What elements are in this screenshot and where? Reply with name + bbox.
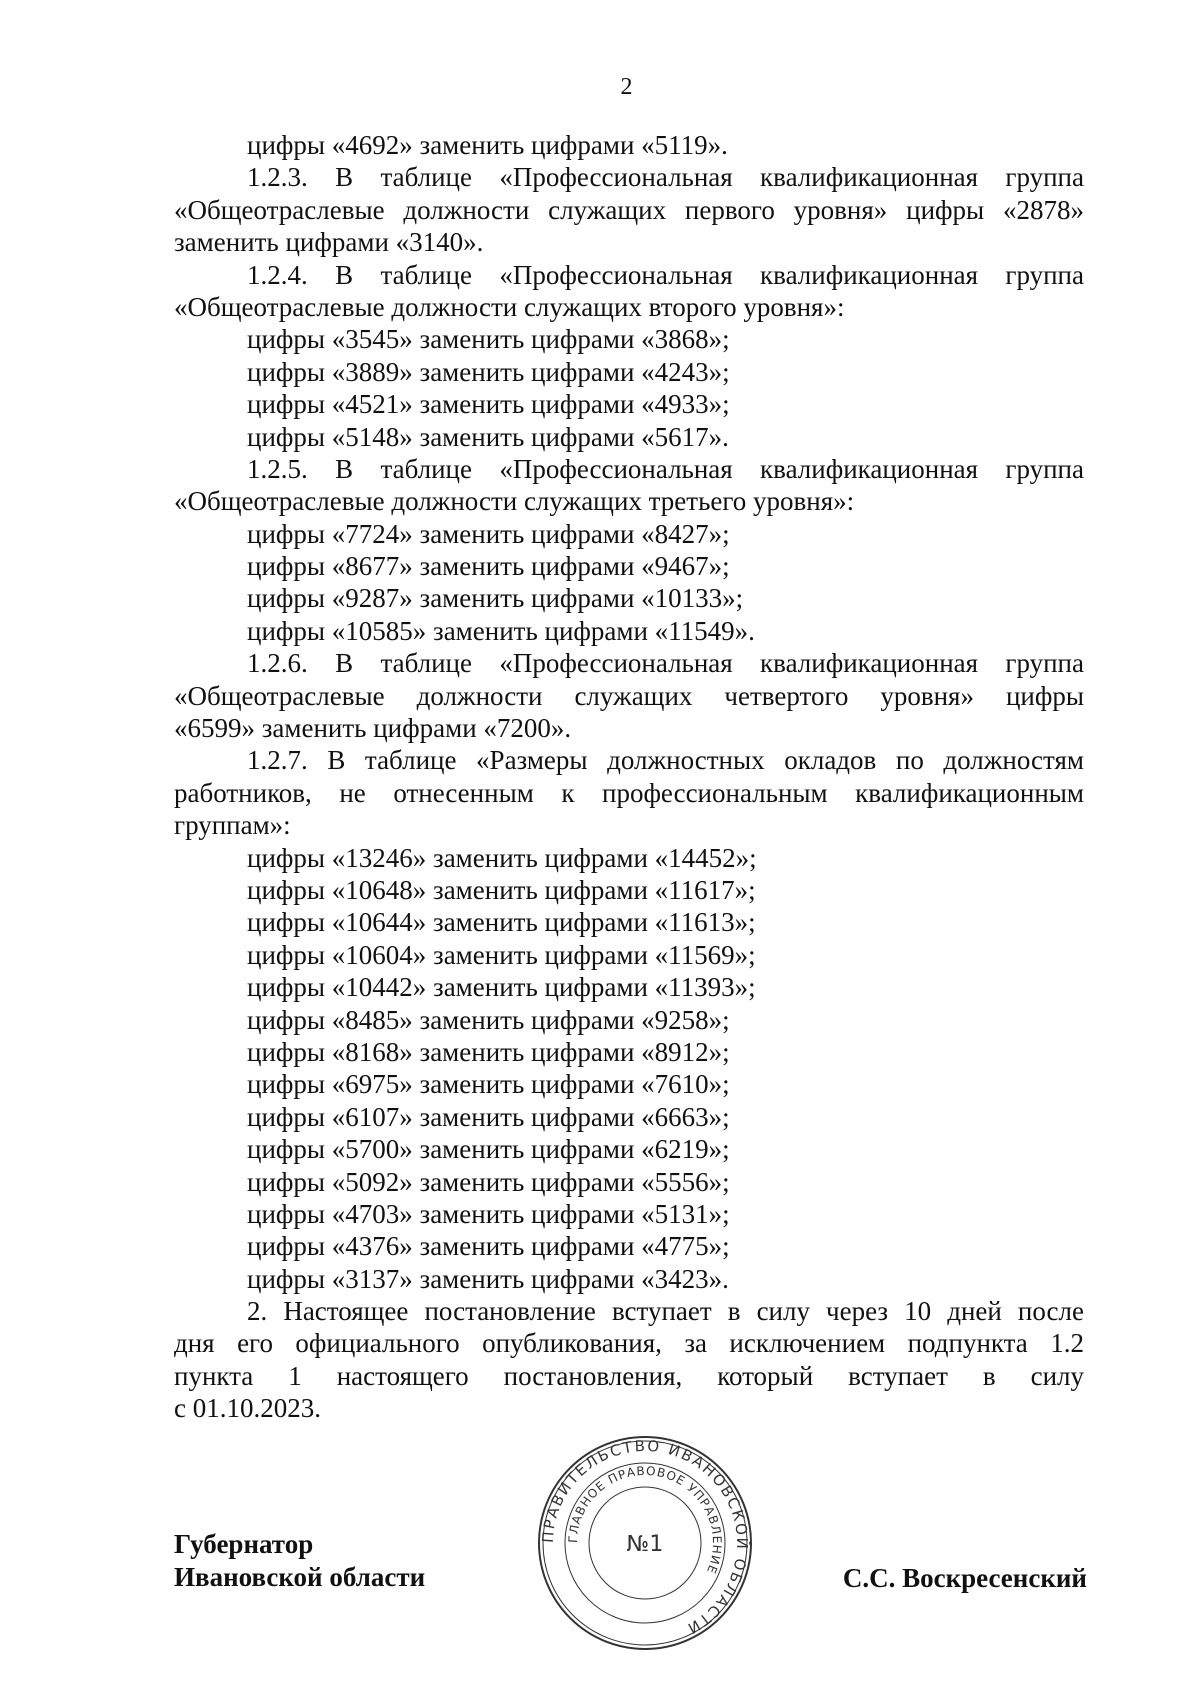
signatory-title — [174, 1528, 425, 1594]
paragraph-2-line-1: 2. Настоящее постановление вступает в силу через 10 дней после — [247, 1296, 1084, 1327]
replacement-line: цифры «4376» заменить цифрами «4775»; — [247, 1231, 730, 1262]
stamp-outer-text: ПРАВИТЕЛЬСТВО ИВАНОВСКОЙ ОБЛАСТИ — [538, 1436, 752, 1639]
replacement-line: цифры «3889» заменить цифрами «4243»; — [247, 356, 730, 387]
replacement-line: цифры «10644» заменить цифрами «11613»; — [247, 907, 756, 938]
replacement-line: цифры «5092» заменить цифрами «5556»; — [247, 1166, 730, 1197]
paragraph-1-2-3-line-1: 1.2.3. В таблице «Профессиональная квалификационная группа — [247, 162, 1084, 193]
replacement-line: цифры «10442» заменить цифрами «11393»; — [247, 972, 756, 1003]
paragraph-1-2-6-line-2: «Общеотраслевые должности служащих четвертого уровня» цифры — [174, 680, 1084, 711]
replacement-line: цифры «3137» заменить цифрами «3423». — [247, 1263, 729, 1294]
replacement-line: цифры «9287» заменить цифрами «10133»; — [247, 583, 744, 614]
text-line: цифры «4692» заменить цифрами «5119». — [247, 130, 728, 160]
paragraph-2-line-4: с 01.10.2023. — [174, 1393, 321, 1424]
replacement-line: цифры «8168» заменить цифрами «8912»; — [247, 1036, 730, 1067]
page-number: 2 — [620, 74, 633, 100]
replacement-line: цифры «10648» заменить цифрами «11617»; — [247, 874, 756, 905]
stamp-inner-text: ГЛАВНОЕ ПРАВОВОЕ УПРАВЛЕНИЕ — [565, 1463, 725, 1577]
replacement-line: цифры «5148» заменить цифрами «5617». — [247, 421, 729, 452]
document-body — [174, 129, 1084, 1425]
signatory-name: С.С. Воскресенский — [842, 1563, 1087, 1593]
paragraph-1-2-6-line-3: «6599» заменить цифрами «7200». — [174, 713, 572, 744]
replacement-line: цифры «3545» заменить цифрами «3868»; — [247, 324, 730, 355]
replacement-line: цифры «7724» заменить цифрами «8427»; — [247, 518, 730, 549]
paragraph-1-2-5-line-2: «Общеотраслевые должности служащих третьего уровня»: — [174, 486, 855, 517]
replacement-line: цифры «6975» заменить цифрами «7610»; — [247, 1069, 730, 1100]
replacement-line: цифры «4521» заменить цифрами «4933»; — [247, 389, 730, 420]
signatory-title-line-1: Губернатор — [174, 1529, 314, 1559]
paragraph-1-2-7-line-1: 1.2.7. В таблице «Размеры должностных окладов по должностям — [247, 745, 1084, 776]
replacement-line: цифры «8677» заменить цифрами «9467»; — [247, 551, 730, 582]
replacement-line: цифры «5700» заменить цифрами «6219»; — [247, 1134, 730, 1165]
replacement-line: цифры «10604» заменить цифрами «11569»; — [247, 939, 756, 970]
stamp-number: №1 — [626, 1532, 664, 1557]
signatory-title-line-2: Ивановской области — [174, 1562, 426, 1592]
paragraph-1-2-7-line-3: группам»: — [174, 810, 291, 841]
paragraph-2-line-2: дня его официального опубликования, за исключением подпункта 1.2 — [174, 1328, 1084, 1359]
replacement-line: цифры «13246» заменить цифрами «14452»; — [247, 842, 757, 873]
paragraph-1-2-5-line-1: 1.2.5. В таблице «Профессиональная квалификационная группа — [247, 453, 1084, 484]
paragraph-1-2-4-line-1: 1.2.4. В таблице «Профессиональная квалификационная группа — [247, 259, 1084, 290]
paragraph-1-2-6-line-1: 1.2.6. В таблице «Профессиональная квалификационная группа — [247, 648, 1084, 679]
paragraph-1-2-3-line-3: заменить цифрами «3140». — [174, 227, 484, 258]
replacement-line: цифры «10585» заменить цифрами «11549». — [247, 615, 755, 646]
paragraph-1-2-4-line-2: «Общеотраслевые должности служащих второго уровня»: — [174, 291, 845, 322]
replacement-line: цифры «4703» заменить цифрами «5131»; — [247, 1198, 730, 1229]
paragraph-2-line-3: пункта 1 настоящего постановления, который вступает в силу — [174, 1360, 1084, 1391]
official-stamp — [536, 1434, 754, 1652]
paragraph-1-2-7-line-2: работников, не отнесенным к профессиональным квалификационным — [174, 777, 1084, 808]
svg-text:ГЛАВНОЕ ПРАВОВОЕ УПРАВЛЕНИЕ — [566, 1464, 724, 1576]
replacement-line: цифры «8485» заменить цифрами «9258»; — [247, 1004, 730, 1035]
replacement-line: цифры «6107» заменить цифрами «6663»; — [247, 1101, 730, 1132]
paragraph-1-2-3-line-2: «Общеотраслевые должности служащих первого уровня» цифры «2878» — [174, 194, 1084, 225]
